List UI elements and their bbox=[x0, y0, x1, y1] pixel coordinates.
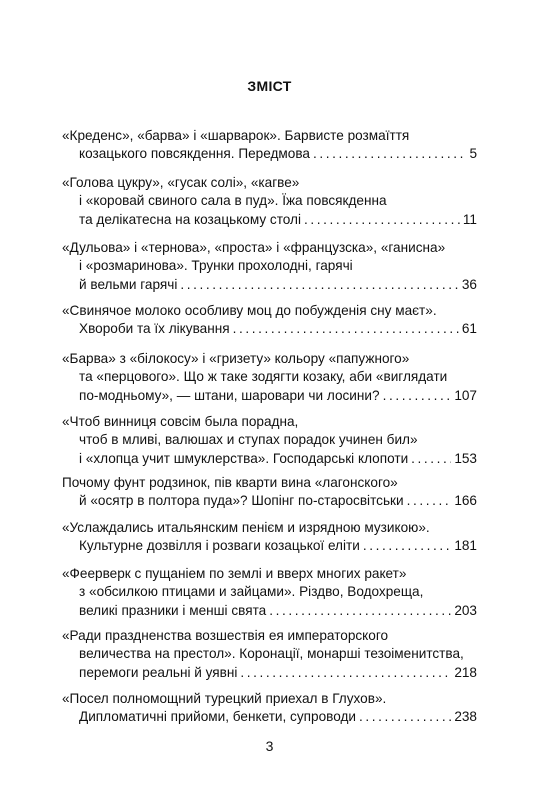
toc-entry-line: Дипломатичні прийоми, бенкети, супроводи bbox=[79, 709, 356, 725]
dot-leader bbox=[407, 492, 452, 510]
toc-entry-line: й вельми гарячі bbox=[79, 276, 178, 292]
toc-entry-line: та делікатесна на козацькому столі bbox=[79, 211, 302, 227]
toc-entry-last-line bbox=[62, 320, 477, 338]
toc-entry-line: з «обсилкою птицами и зайцами». Різдво, Водохреща, bbox=[79, 584, 424, 600]
toc-page-number: 36 bbox=[461, 276, 477, 292]
toc-entry bbox=[62, 239, 477, 294]
toc-entry-line: по-модньому», — штани, шаровари чи лосини? bbox=[79, 387, 380, 403]
toc-entry-line: «Ради праздненства возшествія ея императорского bbox=[62, 628, 389, 643]
toc-entry-line: «Голова цукру», «гусак солі», «кагве» bbox=[62, 175, 300, 190]
dot-leader bbox=[363, 537, 451, 555]
toc-entry-line: чтоб в мливі, валюшах и ступах порадок учинен бил» bbox=[79, 432, 418, 448]
toc-entry-line: і «коровай свиного сала в пуд». Їжа повсякденна bbox=[79, 193, 387, 209]
toc-entry-line: козацького повсякдення. Передмова bbox=[79, 146, 310, 162]
toc-entry-last-line bbox=[62, 664, 477, 682]
toc-entry-last-line bbox=[62, 211, 477, 229]
toc-entry bbox=[62, 302, 477, 339]
toc-entry-line: Хвороби та їх лікування bbox=[79, 321, 230, 337]
toc-entry bbox=[62, 565, 477, 620]
toc-entry-line: великі празники і менші свята bbox=[79, 602, 267, 618]
toc-entry bbox=[62, 127, 477, 164]
toc-page-number: 238 bbox=[454, 709, 477, 725]
dot-leader bbox=[359, 708, 451, 726]
toc-entry-line: величества на престол». Коронації, монарші тезоіменитства, bbox=[79, 646, 464, 662]
toc-page-number: 181 bbox=[454, 538, 477, 554]
toc-entry-last-line bbox=[62, 708, 477, 726]
toc-entry-last-line bbox=[62, 450, 477, 468]
toc-page-number: 153 bbox=[454, 450, 477, 466]
toc-entry bbox=[62, 350, 477, 405]
toc-entry bbox=[62, 627, 477, 682]
page-number: 3 bbox=[265, 738, 274, 754]
toc-entry-line: «Чтоб винниця совсім была порадна, bbox=[62, 414, 299, 429]
toc-entry bbox=[62, 474, 477, 511]
dot-leader bbox=[304, 211, 460, 229]
toc-entry-line: «Посел полномощний турецкий приехал в Глухов». bbox=[62, 691, 387, 706]
toc-entry-last-line bbox=[62, 537, 477, 555]
dot-leader bbox=[269, 602, 451, 620]
toc-page-number: 166 bbox=[454, 493, 477, 509]
contents-heading: ЗМІСТ bbox=[247, 78, 292, 94]
dot-leader bbox=[313, 145, 466, 163]
toc-entry-line: «Феерверк с пущаніем по землі и вверх многих ракет» bbox=[62, 566, 407, 581]
dot-leader bbox=[233, 320, 459, 338]
dot-leader bbox=[383, 387, 452, 405]
toc-page-number: 203 bbox=[454, 602, 477, 618]
toc-entry-line: і «хлопца учит шмуклерства». Господарські клопоти bbox=[79, 450, 409, 466]
toc-entry-line: «Дульова» і «тернова», «проста» і «французска», «ганисна» bbox=[62, 240, 446, 255]
toc-entry-last-line bbox=[62, 492, 477, 510]
toc-page-number: 107 bbox=[454, 387, 477, 403]
toc-entry-last-line bbox=[62, 602, 477, 620]
toc-entry-last-line bbox=[62, 276, 477, 294]
dot-leader bbox=[411, 450, 451, 468]
toc-entry-line: й «осятр в полтора пуда»? Шопінг по-старосвітськи bbox=[79, 493, 404, 509]
toc-page-number: 218 bbox=[454, 664, 477, 680]
toc-page-number: 61 bbox=[461, 321, 477, 337]
toc-entry bbox=[62, 413, 477, 468]
toc-entry-last-line bbox=[62, 145, 477, 163]
toc-entry-line: Культурне дозвілля і розваги козацької еліти bbox=[79, 538, 360, 554]
dot-leader bbox=[180, 276, 459, 294]
toc-page-number: 11 bbox=[462, 211, 477, 227]
dot-leader bbox=[240, 664, 451, 682]
toc-entry-line: та «перцового». Що ж таке зодягти козаку, аби «виглядати bbox=[79, 369, 448, 385]
toc-entry bbox=[62, 519, 477, 556]
toc-entry-line: «Барва» з «білокосу» і «гризету» кольору «папужного» bbox=[62, 351, 410, 366]
toc-entry-last-line bbox=[62, 387, 477, 405]
toc-entry bbox=[62, 174, 477, 229]
toc-entry-line: «Свинячое молоко особливу моц до побужденія сну маєт». bbox=[62, 303, 437, 318]
toc-page-number: 5 bbox=[469, 146, 477, 162]
toc-entry bbox=[62, 690, 477, 727]
toc-entry-line: Почому фунт родзинок, пів кварти вина «лагонского» bbox=[62, 475, 398, 490]
toc-entry-line: «Креденс», «барва» і «шарварок». Барвисте розмаїття bbox=[62, 128, 410, 143]
toc-entry-line: «Услаждались итальянским пенієм и изрядною музикою». bbox=[62, 520, 430, 535]
toc-entry-line: перемоги реальні й уявні bbox=[79, 664, 238, 680]
toc-entry-line: і «розмаринова». Трунки прохолодні, гарячі bbox=[79, 258, 353, 274]
